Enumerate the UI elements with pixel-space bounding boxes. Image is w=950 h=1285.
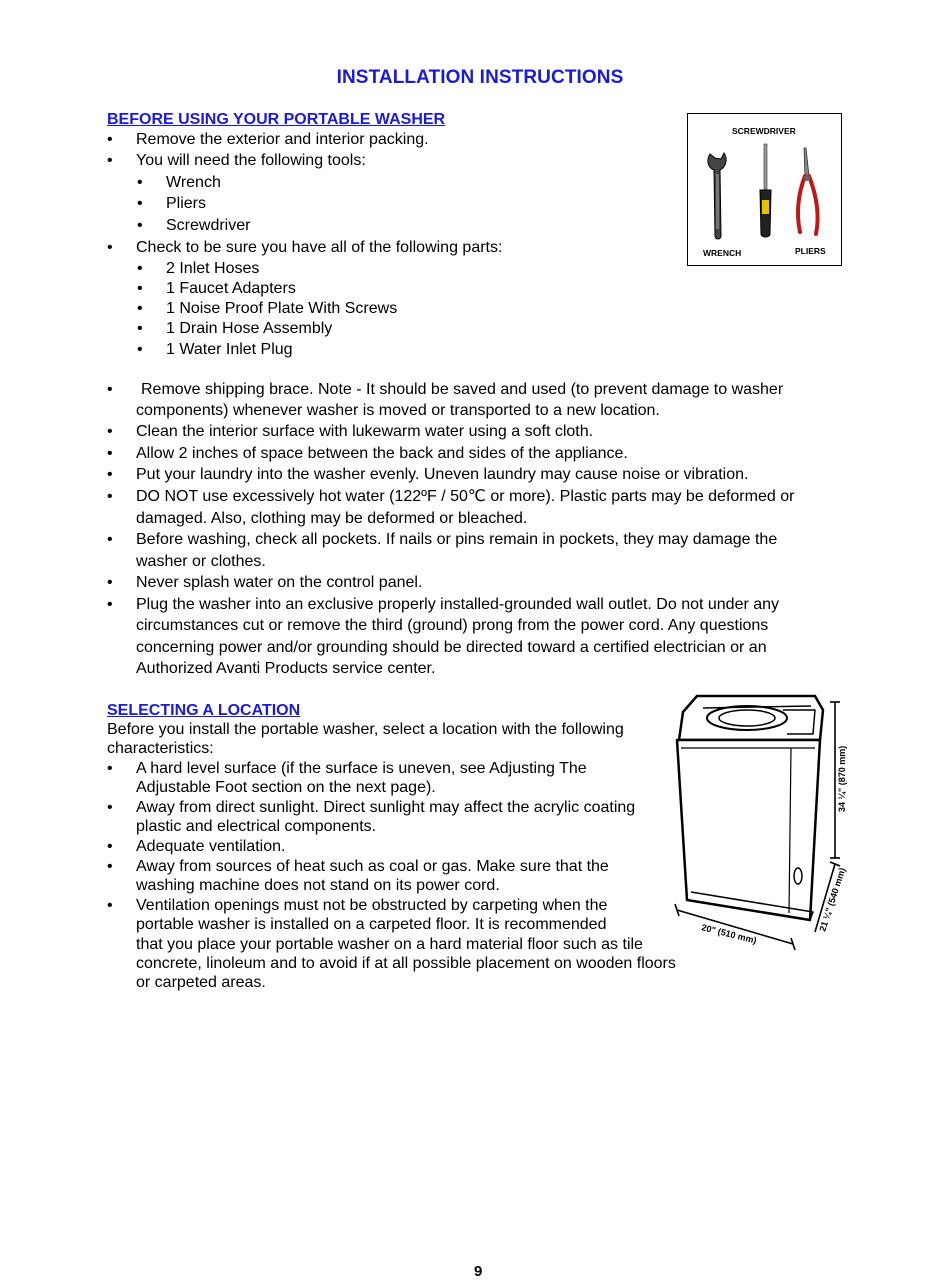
intro-line: characteristics: bbox=[107, 740, 214, 757]
wrench-label: WRENCH bbox=[703, 248, 742, 258]
section-heading-before-using: BEFORE USING YOUR PORTABLE WASHER bbox=[107, 111, 446, 128]
page-number: 9 bbox=[474, 1263, 483, 1280]
note-line: Plug the washer into an exclusive properly installed-grounded wall outlet. Do not under any bbox=[136, 596, 780, 613]
bullet-marker: • bbox=[137, 174, 143, 191]
note-line: DO NOT use excessively hot water (122ºF / 50℃ or more). Plastic parts may be deformed or bbox=[136, 488, 795, 505]
note-line: circumstances cut or remove the third (ground) prong from the power cord. Any questions bbox=[136, 617, 769, 634]
note-line: Authorized Avanti Products service center. bbox=[136, 660, 436, 677]
note-line: Remove shipping brace. Note - It should be saved and used (to prevent damage to washer bbox=[141, 381, 784, 398]
part-item: 1 Noise Proof Plate With Screws bbox=[166, 300, 398, 317]
intro-line: Before you install the portable washer, select a location with the following bbox=[107, 721, 624, 738]
wrench-icon bbox=[708, 153, 726, 239]
part-item: 1 Faucet Adapters bbox=[166, 280, 296, 297]
screwdriver-label: SCREWDRIVER bbox=[732, 126, 796, 136]
location-line: washing machine does not stand on its power cord. bbox=[136, 877, 500, 894]
bullet-marker: • bbox=[107, 131, 113, 148]
bullet-marker: • bbox=[107, 858, 113, 875]
tool-item: Wrench bbox=[166, 174, 221, 191]
width-dimension-label: 20" (510 mm) bbox=[700, 922, 758, 946]
tools-illustration bbox=[688, 114, 840, 264]
bullet-marker: • bbox=[137, 320, 143, 337]
tools-figure bbox=[687, 113, 842, 266]
note-line: Allow 2 inches of space between the back and sides of the appliance. bbox=[136, 445, 628, 462]
washer-dimension-figure bbox=[665, 688, 855, 958]
bullet-marker: • bbox=[137, 195, 143, 212]
location-line: portable washer is installed on a carpeted floor. It is recommended bbox=[136, 916, 607, 933]
bullet-marker: • bbox=[107, 488, 113, 505]
bullet-marker: • bbox=[107, 531, 113, 548]
bullet-marker: • bbox=[137, 260, 143, 277]
location-line: or carpeted areas. bbox=[136, 974, 266, 991]
bullet-marker: • bbox=[107, 574, 113, 591]
location-line: Adequate ventilation. bbox=[136, 838, 286, 855]
bullet-marker: • bbox=[107, 596, 113, 613]
note-line: concerning power and/or grounding should be directed toward a certified electrician or an bbox=[136, 639, 767, 656]
location-line: concrete, linoleum and to avoid if at all possible placement on wooden floors bbox=[136, 955, 676, 972]
part-item: 1 Drain Hose Assembly bbox=[166, 320, 333, 337]
bullet-marker: • bbox=[137, 217, 143, 234]
location-line: Ventilation openings must not be obstructed by carpeting when the bbox=[136, 897, 608, 914]
location-line: Adjustable Foot section on the next page). bbox=[136, 779, 436, 796]
bullet-marker: • bbox=[107, 897, 113, 914]
bullet-marker: • bbox=[137, 341, 143, 358]
bullet-marker: • bbox=[107, 760, 113, 777]
pliers-label: PLIERS bbox=[795, 246, 826, 256]
height-dimension-label: 34 ¼" (870 mm) bbox=[837, 745, 847, 812]
note-line: Before washing, check all pockets. If nails or pins remain in pockets, they may damage the bbox=[136, 531, 778, 548]
note-line: Clean the interior surface with lukewarm water using a soft cloth. bbox=[136, 423, 594, 440]
note-line: Never splash water on the control panel. bbox=[136, 574, 423, 591]
note-line: Put your laundry into the washer evenly. Uneven laundry may cause noise or vibration. bbox=[136, 466, 749, 483]
bullet-marker: • bbox=[107, 152, 113, 169]
page-title: INSTALLATION INSTRUCTIONS bbox=[336, 67, 624, 88]
washer-icon bbox=[677, 696, 823, 920]
note-line: damaged. Also, clothing may be deformed or bleached. bbox=[136, 510, 528, 527]
part-item: 1 Water Inlet Plug bbox=[166, 341, 293, 358]
location-line: plastic and electrical components. bbox=[136, 818, 377, 835]
section-heading-selecting-location: SELECTING A LOCATION bbox=[107, 702, 301, 719]
screwdriver-icon bbox=[760, 144, 771, 237]
list-item: You will need the following tools: bbox=[136, 152, 366, 169]
location-line: Away from sources of heat such as coal or gas. Make sure that the bbox=[136, 858, 609, 875]
bullet-marker: • bbox=[107, 799, 113, 816]
bullet-marker: • bbox=[107, 239, 113, 256]
location-line: that you place your portable washer on a hard material floor such as tile bbox=[136, 936, 643, 953]
depth-dimension-label: 21 ¼" (540 mm) bbox=[817, 866, 848, 933]
bullet-marker: • bbox=[107, 466, 113, 483]
bullet-marker: • bbox=[137, 300, 143, 317]
bullet-marker: • bbox=[107, 445, 113, 462]
part-item: 2 Inlet Hoses bbox=[166, 260, 260, 277]
note-line: washer or clothes. bbox=[136, 553, 266, 570]
tool-item: Pliers bbox=[166, 195, 207, 212]
location-line: A hard level surface (if the surface is uneven, see Adjusting The bbox=[136, 760, 587, 777]
note-line: components) whenever washer is moved or transported to a new location. bbox=[136, 402, 660, 419]
list-item: Remove the exterior and interior packing. bbox=[136, 131, 429, 148]
bullet-marker: • bbox=[107, 423, 113, 440]
pliers-icon bbox=[798, 148, 818, 234]
location-line: Away from direct sunlight. Direct sunlight may affect the acrylic coating bbox=[136, 799, 636, 816]
bullet-marker: • bbox=[107, 381, 113, 398]
list-item: Check to be sure you have all of the following parts: bbox=[136, 239, 503, 256]
tool-item: Screwdriver bbox=[166, 217, 251, 234]
bullet-marker: • bbox=[107, 838, 113, 855]
bullet-marker: • bbox=[137, 280, 143, 297]
